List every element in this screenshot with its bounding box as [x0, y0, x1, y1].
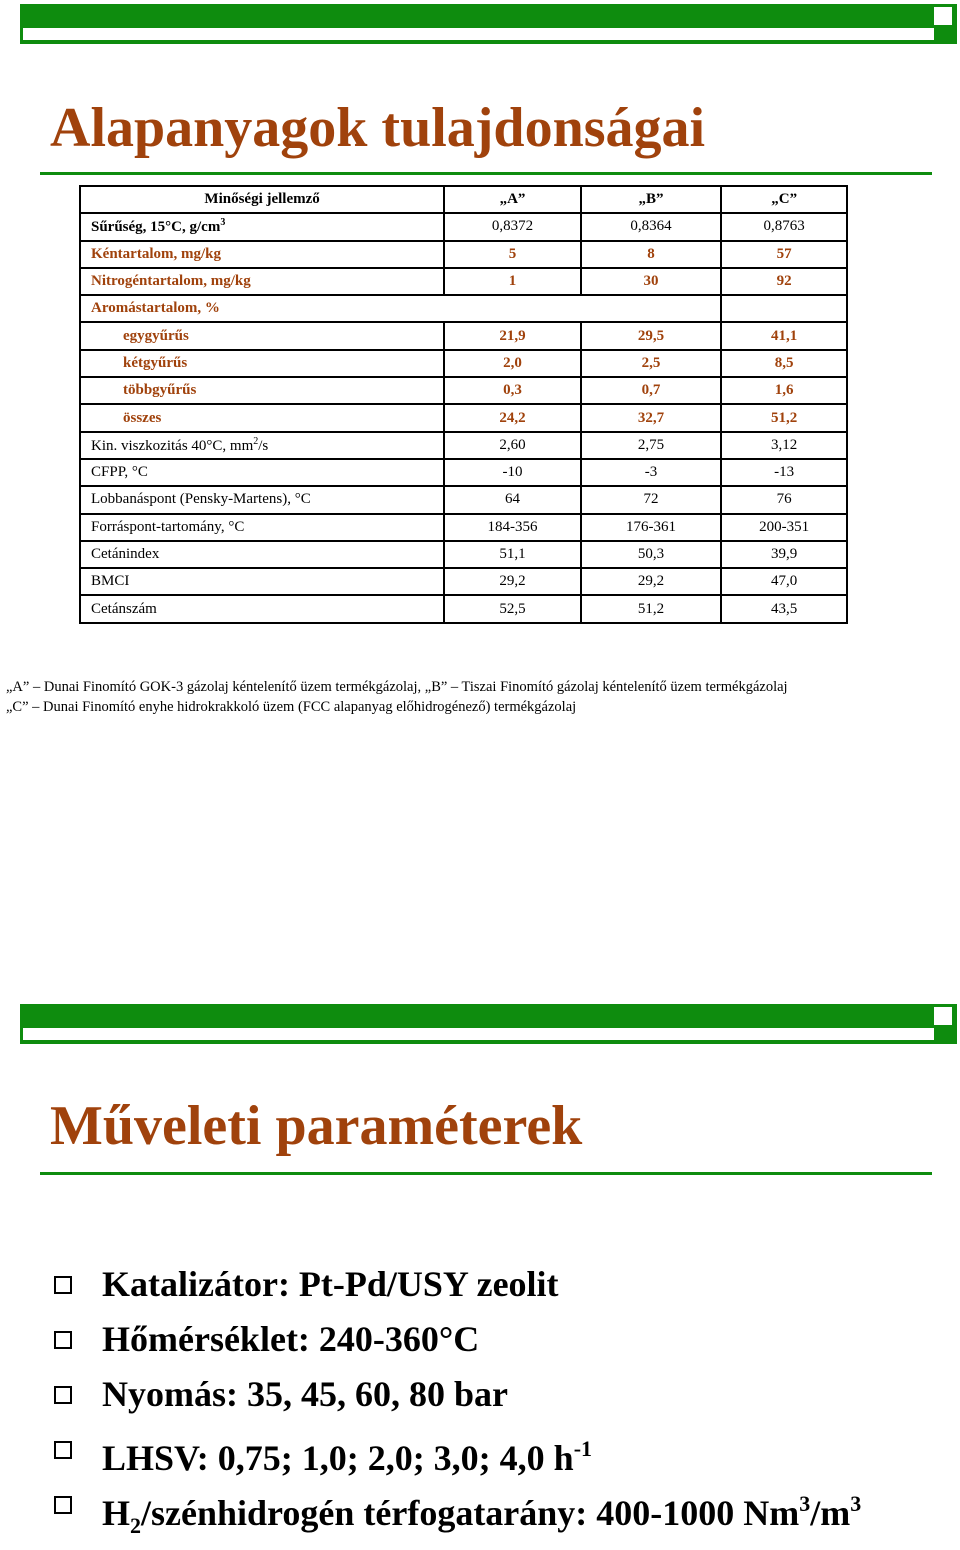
cell-a: 0,8372	[444, 213, 581, 240]
row-label: egygyűrűs	[80, 322, 444, 349]
footnote-a-b: „A” – Dunai Finomító GOK-3 gázolaj kéntelenítő üzem termékgázolaj, „B” – Tiszai Finomító gázolaj kéntelenítő üzem termékgázolaj	[6, 679, 788, 695]
cell-a	[444, 295, 581, 322]
cell-b: 176-361	[581, 514, 722, 541]
cell-a: 51,1	[444, 541, 581, 568]
cell-a: 1	[444, 268, 581, 295]
list-item: Nyomás: 35, 45, 60, 80 bar	[50, 1370, 861, 1425]
cell-b: 2,5	[581, 350, 722, 377]
cell-c: 43,5	[721, 595, 847, 622]
table-row	[80, 295, 847, 322]
header-cell: „A”	[444, 186, 581, 213]
table-row	[80, 541, 847, 568]
row-label: CFPP, °C	[80, 459, 444, 486]
title-underline	[40, 1172, 932, 1175]
table-row	[80, 514, 847, 541]
cell-a: 52,5	[444, 595, 581, 622]
table-row	[80, 595, 847, 622]
cell-a: 2,0	[444, 350, 581, 377]
cell-b: 2,75	[581, 432, 722, 459]
cell-b: 8	[581, 241, 722, 268]
row-label: Sűrűség, 15°C, $g/cm^3$	[80, 213, 444, 240]
cell-b	[581, 295, 722, 322]
table-row	[80, 377, 847, 404]
cell-b: 29,5	[581, 322, 722, 349]
cell-b: 30	[581, 268, 722, 295]
table-row	[80, 241, 847, 268]
row-label: kétgyűrűs	[80, 350, 444, 377]
slide-title: Műveleti paraméterek	[50, 1095, 583, 1157]
cell-b: 32,7	[581, 404, 722, 431]
cell-c: 92	[721, 268, 847, 295]
table-header-row	[80, 186, 847, 213]
properties-table	[79, 185, 848, 624]
list-item: LHSV: 0,75; 1,0; 2,0; 3,0; 4,0 $h^{-1}$	[50, 1425, 861, 1480]
row-label: Nitrogéntartalom, mg/kg	[80, 268, 444, 295]
cell-c: 51,2	[721, 404, 847, 431]
row-label: Cetánindex	[80, 541, 444, 568]
cell-a: 29,2	[444, 568, 581, 595]
square-bullet-icon	[54, 1386, 72, 1404]
square-bullet-icon	[54, 1276, 72, 1294]
cell-a: 24,2	[444, 404, 581, 431]
cell-c: 200-351	[721, 514, 847, 541]
cell-b: 51,2	[581, 595, 722, 622]
cell-c	[721, 295, 847, 322]
cell-c: 3,12	[721, 432, 847, 459]
cell-a: 5	[444, 241, 581, 268]
table-row	[80, 432, 847, 459]
table-row	[80, 322, 847, 349]
table-row	[80, 568, 847, 595]
cell-c: 1,6	[721, 377, 847, 404]
list-item: $H_2$/szénhidrogén térfogatarány: 400-1000 $Nm^3/m^3$	[50, 1480, 861, 1535]
slide-title: Alapanyagok tulajdonságai	[50, 97, 706, 159]
cell-b: -3	[581, 459, 722, 486]
cell-b: 72	[581, 486, 722, 513]
cell-a: 184-356	[444, 514, 581, 541]
list-item: Katalizátor: Pt-Pd/USY zeolit	[50, 1260, 861, 1315]
cell-c: 8,5	[721, 350, 847, 377]
square-bullet-icon	[54, 1496, 72, 1514]
row-label: Aromástartalom, %	[80, 295, 444, 322]
cell-b: 0,7	[581, 377, 722, 404]
table-row	[80, 486, 847, 513]
list-item: Hőmérséklet: 240-360°C	[50, 1315, 861, 1370]
row-label: összes	[80, 404, 444, 431]
row-label: BMCI	[80, 568, 444, 595]
footnote-c: „C” – Dunai Finomító enyhe hidrokrakkoló üzem (FCC alapanyag előhidrogénező) termékgázolaj	[6, 699, 577, 715]
cell-b: 50,3	[581, 541, 722, 568]
title-underline	[40, 172, 932, 175]
row-label: többgyűrűs	[80, 377, 444, 404]
cell-c: 57	[721, 241, 847, 268]
cell-a: 21,9	[444, 322, 581, 349]
row-label: Forráspont-tartomány, °C	[80, 514, 444, 541]
row-label: Kéntartalom, mg/kg	[80, 241, 444, 268]
row-label: Cetánszám	[80, 595, 444, 622]
slide-muveleti-parameterek	[0, 1000, 960, 1538]
table-row	[80, 213, 847, 240]
header-cell: „B”	[581, 186, 722, 213]
cell-b: 0,8364	[581, 213, 722, 240]
slide-alapanyagok	[0, 0, 960, 760]
header-bar	[20, 1004, 957, 1044]
header-bar	[20, 4, 957, 44]
table-row	[80, 350, 847, 377]
table-row	[80, 404, 847, 431]
square-bullet-icon	[54, 1331, 72, 1349]
table-row	[80, 268, 847, 295]
cell-c: 76	[721, 486, 847, 513]
row-label: Lobbanáspont (Pensky-Martens), °C	[80, 486, 444, 513]
cell-a: 0,3	[444, 377, 581, 404]
cell-c: 47,0	[721, 568, 847, 595]
header-cell: „C”	[721, 186, 847, 213]
table-row	[80, 459, 847, 486]
header-cell: Minőségi jellemző	[80, 186, 444, 213]
cell-a: 64	[444, 486, 581, 513]
square-bullet-icon	[54, 1441, 72, 1459]
row-label: Kin. viszkozitás 40°C, $mm^2/s$	[80, 432, 444, 459]
cell-c: 41,1	[721, 322, 847, 349]
cell-c: 39,9	[721, 541, 847, 568]
cell-c: -13	[721, 459, 847, 486]
cell-b: 29,2	[581, 568, 722, 595]
parameter-list	[50, 1260, 862, 1538]
cell-a: -10	[444, 459, 581, 486]
cell-a: 2,60	[444, 432, 581, 459]
cell-c: 0,8763	[721, 213, 847, 240]
